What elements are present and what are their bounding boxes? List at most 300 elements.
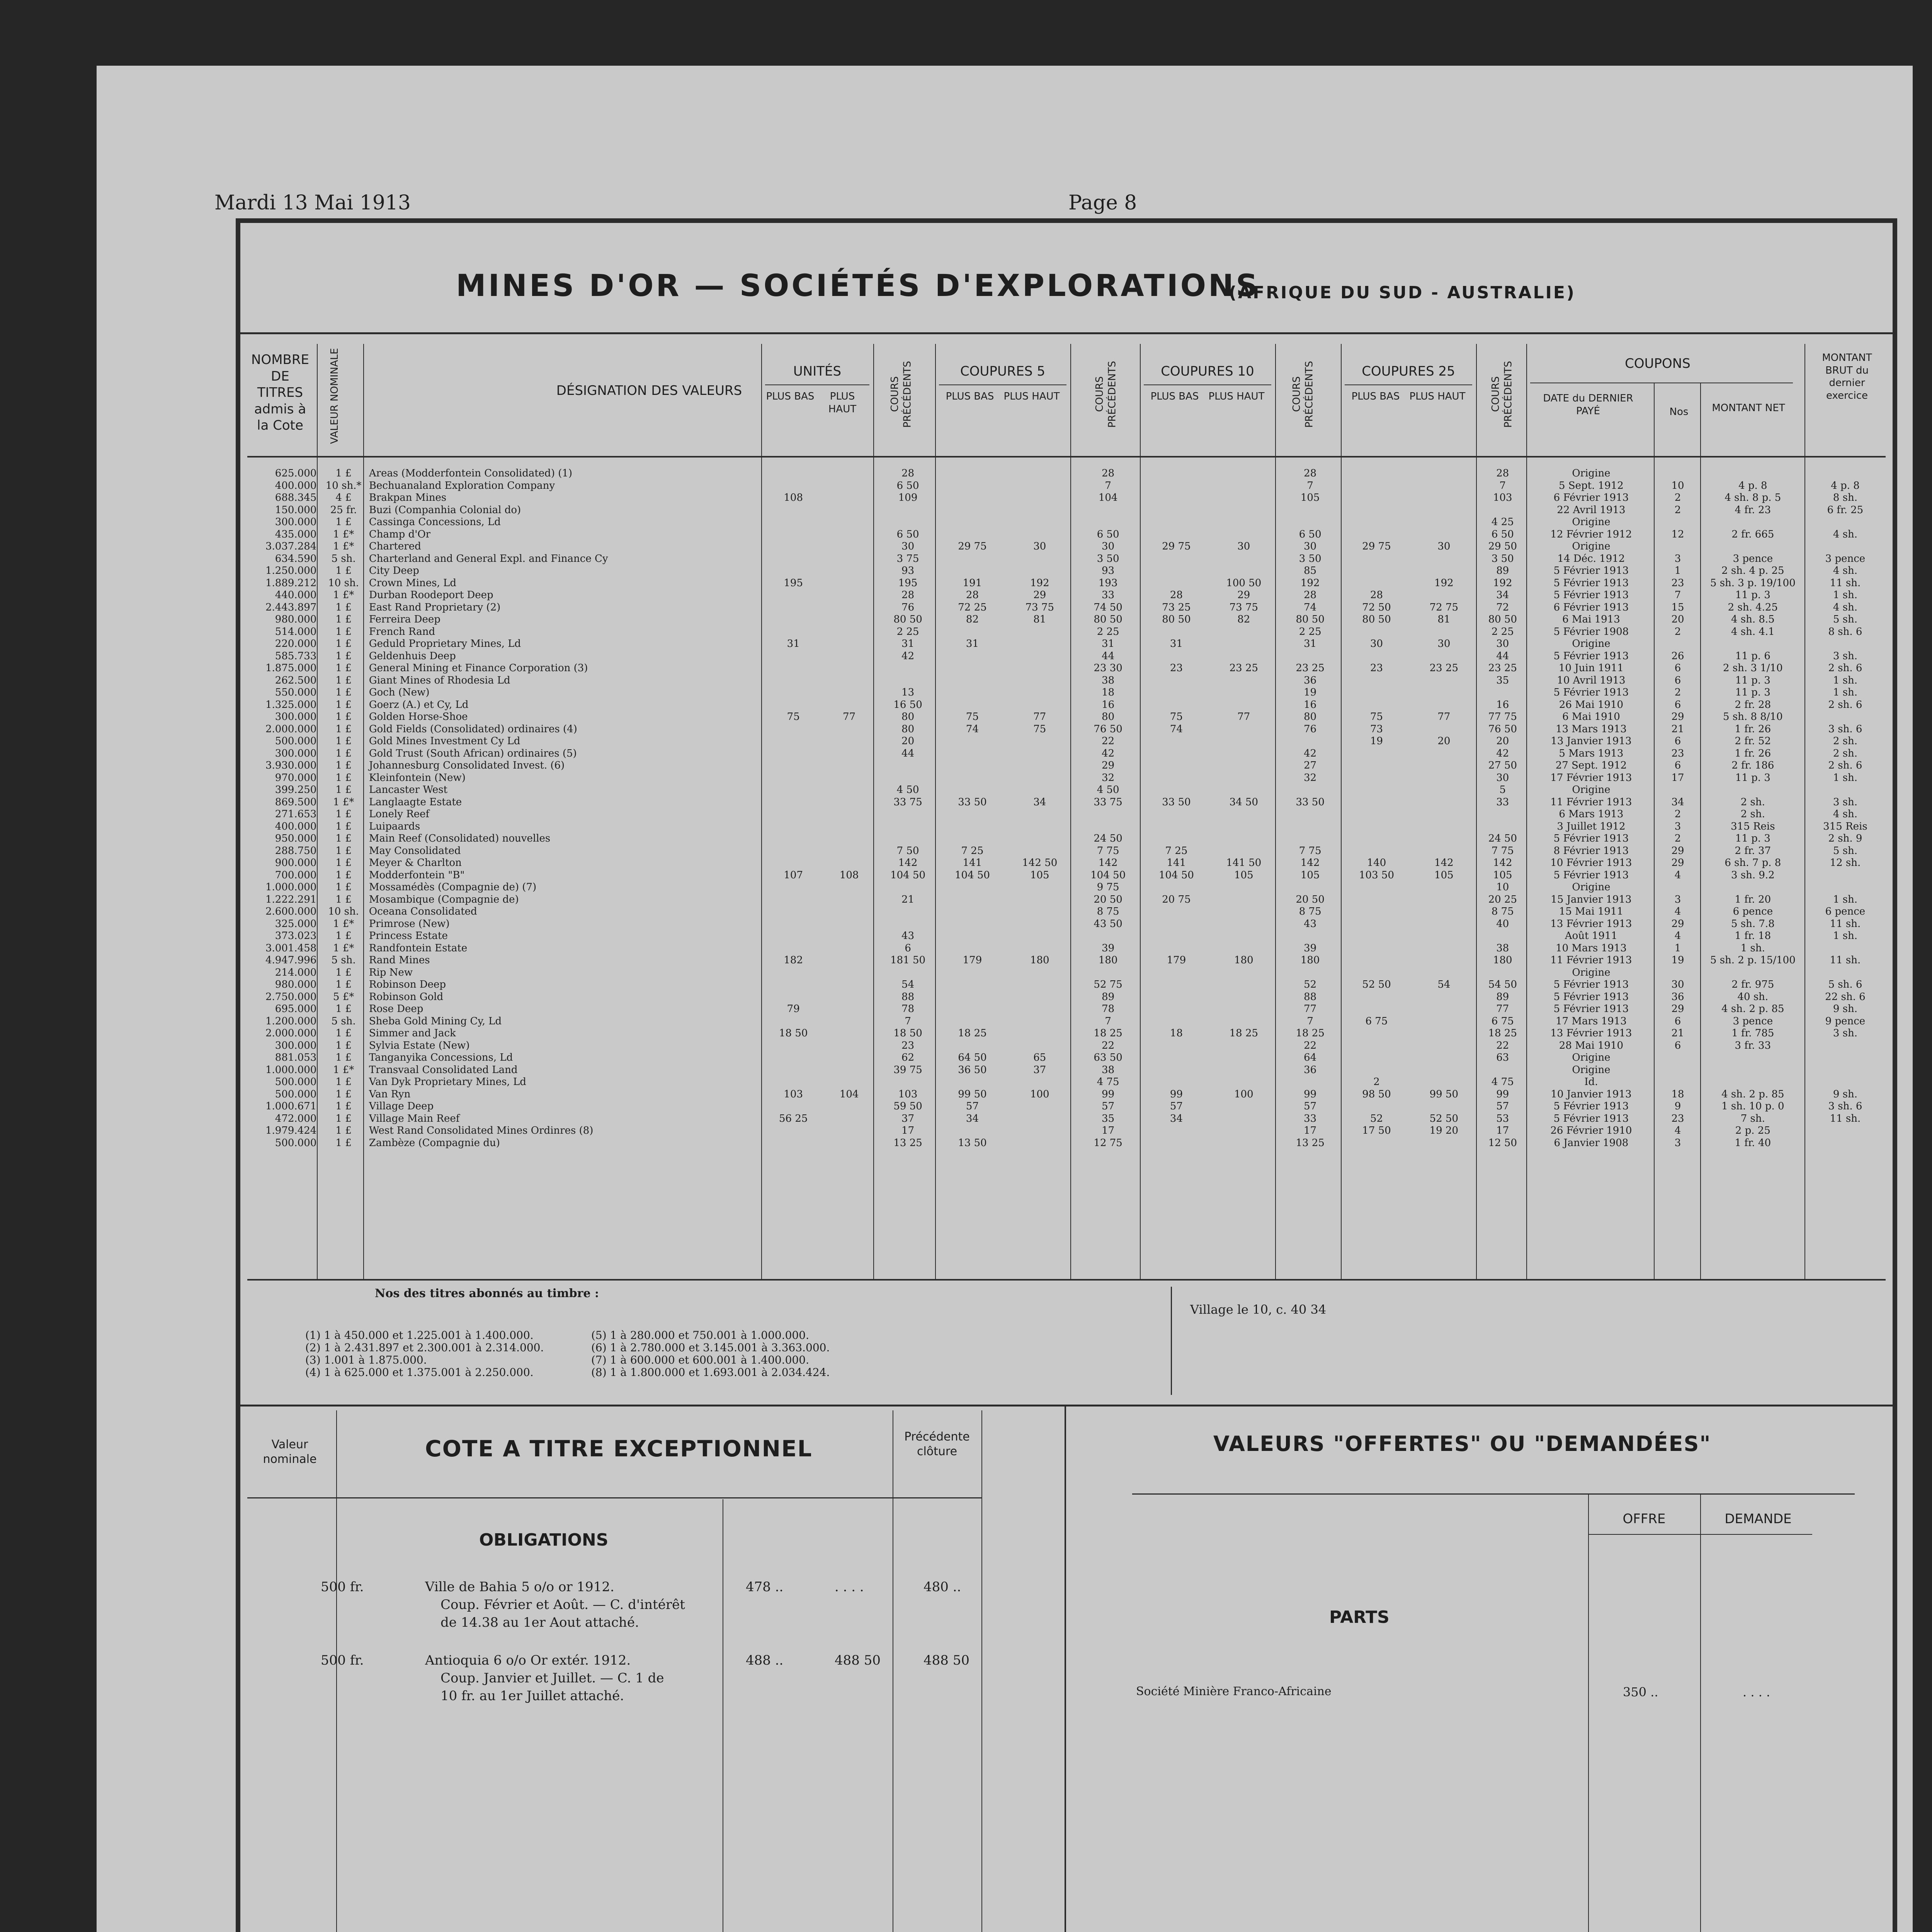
cell-brut: 3 sh. 6: [1828, 1100, 1862, 1112]
cell-date: Origine: [1572, 638, 1611, 650]
cell-name: Lancaster West: [369, 784, 448, 796]
cell-date: Origine: [1572, 541, 1611, 552]
cell-c25p: 20 25: [1488, 893, 1517, 905]
cell-c5p: 4 75: [1097, 1076, 1119, 1088]
cell-c10b: 57: [1170, 1100, 1183, 1112]
cell-c10h: [1210, 918, 1277, 930]
cell-c5p: 16: [1102, 699, 1115, 711]
cell-c25p: 63: [1496, 1052, 1509, 1063]
cell-c10b: [1143, 784, 1210, 796]
cell-c25b: 103 50: [1359, 869, 1394, 881]
cell-no: 4: [1674, 869, 1681, 881]
header-unites: UNITÉS: [793, 364, 842, 379]
cell-uh: 77: [843, 711, 856, 723]
header-valeur: VALEUR NOMINALE: [329, 348, 340, 444]
table-row: [247, 1064, 1886, 1077]
cell-net: [1701, 784, 1805, 796]
cell-name: Van Dyk Proprietary Mines, Ld: [369, 1076, 526, 1088]
cell-c5p: 89: [1102, 991, 1115, 1003]
cell-c25h: 81: [1437, 614, 1451, 625]
cell-uh: [821, 577, 877, 590]
cell-net: 4 sh. 8 p. 5: [1725, 492, 1781, 503]
cell-c10h: 73 75: [1229, 601, 1259, 613]
cell-c25p: 40: [1496, 918, 1509, 930]
cell-name: Main Reef (Consolidated) nouvelles: [369, 833, 551, 844]
cell-date: 6 Mai 1910: [1562, 711, 1620, 723]
cell-c25p: 7 75: [1491, 845, 1514, 857]
cell-v: 1 £*: [333, 942, 354, 954]
cell-v: 1 £: [335, 784, 352, 796]
cell-c10b: 29 75: [1162, 541, 1191, 552]
cell-c10p: [1277, 881, 1343, 894]
cell-c5h: [1006, 1027, 1073, 1040]
cell-no: [1655, 541, 1701, 553]
cell-c10h: [1210, 687, 1277, 699]
cell-c5h: [1006, 516, 1073, 529]
cell-date: 17 Février 1913: [1550, 772, 1632, 784]
cell-ub: [765, 906, 821, 918]
cell-c5p: 4 50: [1097, 784, 1119, 796]
table-row: [247, 553, 1886, 565]
cell-no: 12: [1671, 528, 1684, 540]
cell-c25h: [1410, 796, 1478, 809]
cell-c10p: 33 50: [1296, 796, 1325, 808]
cell-c5p: 180: [1098, 954, 1118, 966]
cell-c10p: 19: [1304, 687, 1317, 698]
cell-ub: [765, 589, 821, 602]
frame-top-rule: [236, 218, 1897, 223]
cell-c25b: 29 75: [1362, 541, 1391, 552]
cell-c10h: [1210, 699, 1277, 711]
cell-net: 40 sh.: [1737, 991, 1769, 1003]
cell-c5p: 22: [1102, 735, 1115, 747]
cell-net: 2 fr. 52: [1735, 735, 1771, 747]
cell-uh: [821, 602, 877, 614]
cell-c5p: 78: [1102, 1003, 1115, 1015]
cell-n: 980.000: [275, 614, 317, 625]
cell-name: Goerz (A.) et Cy, Ld: [369, 699, 469, 711]
cell-c25b: [1343, 784, 1410, 796]
cell-name: Areas (Modderfontein Consolidated) (1): [369, 468, 573, 479]
cell-c10h: [1210, 675, 1277, 687]
cell-no: 26: [1671, 650, 1684, 662]
cell-uh: [821, 1040, 877, 1052]
cell-net: 2 fr. 186: [1731, 760, 1774, 771]
cell-cp: 195: [898, 577, 918, 589]
cell-c25h: [1410, 991, 1478, 1003]
footnotes-divider: [1171, 1287, 1172, 1395]
cell-c10h: [1210, 760, 1277, 772]
cell-cp: [877, 662, 939, 675]
c25-underline: [1345, 384, 1472, 385]
cell-c5b: [939, 906, 1006, 918]
cell-c10b: [1143, 967, 1210, 979]
cell-c25b: [1343, 906, 1410, 918]
cell-no: 7: [1674, 589, 1681, 601]
cell-c25p: 4 25: [1491, 516, 1514, 528]
cell-c25b: 2: [1373, 1076, 1380, 1088]
cell-n: 700.000: [275, 869, 317, 881]
cell-c25h: [1410, 480, 1478, 492]
cell-c5b: 18 25: [958, 1027, 987, 1039]
cell-c25p: [1478, 967, 1528, 979]
cell-c25p: [1478, 808, 1528, 821]
cell-c5p: 23 30: [1094, 662, 1122, 674]
cell-brut: 3 sh.: [1833, 650, 1858, 662]
cell-name: Gold Mines Investment Cy Ld: [369, 735, 520, 747]
cell-n: 300.000: [275, 747, 317, 759]
table-row: [247, 529, 1886, 541]
cell-net: 4 sh. 4.1: [1731, 626, 1775, 638]
cell-c25p: 77: [1496, 1003, 1509, 1015]
table-row: [247, 894, 1886, 906]
cell-c25h: [1410, 1100, 1478, 1113]
cell-c5b: 191: [963, 577, 982, 589]
cell-v: 1 £: [335, 650, 352, 662]
cell-v: 1 £: [335, 820, 352, 832]
header-unites-bas: PLUS BAS: [766, 391, 815, 402]
cell-c25h: [1410, 918, 1478, 930]
cell-uh: [821, 881, 877, 894]
cell-date: 5 Février 1913: [1553, 833, 1629, 844]
cell-uh: [821, 650, 877, 663]
cell-n: 688.345: [275, 492, 317, 503]
cell-brut: [1805, 942, 1886, 955]
footnotes-left: [305, 1329, 544, 1379]
cell-c10b: 23: [1170, 662, 1183, 674]
cell-uh: [821, 821, 877, 833]
exc-item1-line1: Ville de Bahia 5 o/o or 1912.: [425, 1579, 614, 1595]
cell-c25p: 44: [1496, 650, 1509, 662]
cell-c10p: 7: [1307, 480, 1313, 492]
cell-net: 1 fr. 26: [1735, 747, 1771, 759]
header-date-paye: DATE du DERNIER PAYÉ: [1543, 393, 1633, 417]
cell-n: 2.750.000: [265, 991, 317, 1003]
cell-v: 1 £: [335, 881, 352, 893]
cell-c25b: [1343, 1137, 1410, 1150]
cell-c25h: [1410, 589, 1478, 602]
cell-c10h: [1210, 480, 1277, 492]
cell-brut: 5 sh.: [1833, 614, 1858, 625]
cell-c5h: [1006, 784, 1073, 796]
cell-c25p: 3 50: [1491, 553, 1514, 565]
cell-cp: 62: [901, 1052, 915, 1063]
cell-c25h: [1410, 687, 1478, 699]
cell-n: 271.653: [275, 808, 317, 820]
cell-c10h: [1210, 808, 1277, 821]
cell-name: Crown Mines, Ld: [369, 577, 456, 589]
cell-no: 6: [1674, 1015, 1681, 1027]
cell-c5h: 65: [1033, 1052, 1046, 1063]
cell-net: 1 fr. 18: [1735, 930, 1771, 942]
table-row: [247, 1040, 1886, 1052]
cell-c25b: [1343, 675, 1410, 687]
page-number: Page 8: [1068, 191, 1137, 214]
cell-c5b: 33 50: [958, 796, 987, 808]
cell-c5b: [939, 760, 1006, 772]
cell-brut: 12 sh.: [1830, 857, 1861, 869]
cell-c5p: 32: [1102, 772, 1115, 784]
cell-c5h: [1006, 735, 1073, 748]
cell-cp: 109: [898, 492, 918, 503]
cell-c10p: 80 50: [1296, 614, 1325, 625]
cell-name: Meyer & Charlton: [369, 857, 462, 869]
cell-c5p: 104 50: [1090, 869, 1126, 881]
cell-c5p: 38: [1102, 1064, 1115, 1076]
cell-date: 28 Mai 1910: [1559, 1039, 1624, 1051]
cell-net: 3 sh. 9.2: [1731, 869, 1775, 881]
cell-net: 2 sh. 4.25: [1728, 601, 1778, 613]
cell-net: [1701, 638, 1805, 650]
cell-c10h: [1210, 1003, 1277, 1015]
cell-no: 6: [1674, 760, 1681, 771]
cell-uh: [821, 1064, 877, 1077]
cell-net: 5 sh. 2 p. 15/100: [1710, 954, 1796, 966]
cell-c10h: [1210, 1076, 1277, 1088]
cell-c10p: 32: [1304, 772, 1317, 784]
cell-c25b: 17 50: [1362, 1125, 1391, 1136]
cell-no: 34: [1671, 796, 1684, 808]
cell-c10p: [1277, 784, 1343, 796]
cell-no: 3: [1674, 893, 1681, 905]
cell-cp: 31: [901, 638, 915, 650]
cell-cp: 4 50: [896, 784, 919, 796]
cell-no: 29: [1671, 918, 1684, 930]
cell-n: 3.037.284: [265, 541, 317, 552]
cell-c10h: [1210, 565, 1277, 577]
cell-c10h: [1210, 772, 1277, 784]
cell-ub: [765, 723, 821, 736]
cell-c5b: [939, 748, 1006, 760]
cell-c10h: [1210, 894, 1277, 906]
cell-ub: [765, 845, 821, 857]
cell-uh: [821, 784, 877, 796]
table-row: [247, 942, 1886, 955]
cell-name: Champ d'Or: [369, 528, 431, 540]
cell-n: 400.000: [275, 480, 317, 492]
cell-c25p: 89: [1496, 991, 1509, 1003]
table-row: [247, 1137, 1886, 1150]
cell-uh: [821, 565, 877, 577]
footnote-3: (3) 1.001 à 1.875.000.: [305, 1354, 427, 1366]
cell-brut: 9 pence: [1825, 1015, 1866, 1027]
cell-n: 950.000: [275, 833, 317, 844]
cell-n: 1.875.000: [265, 662, 317, 674]
cell-c5p: [1073, 516, 1143, 529]
cell-n: 300.000: [275, 1039, 317, 1051]
cell-c25h: [1410, 894, 1478, 906]
table-row: [247, 845, 1886, 857]
cell-c5p: 35: [1102, 1112, 1115, 1124]
footnotes-block: [247, 1287, 1886, 1399]
cell-c25b: 52 50: [1362, 979, 1391, 990]
cell-c25h: [1410, 808, 1478, 821]
cell-n: 3.001.458: [265, 942, 317, 954]
cell-c10b: 179: [1167, 954, 1186, 966]
cell-uh: [821, 796, 877, 809]
cell-c5h: [1006, 553, 1073, 565]
cell-v: 1 £: [335, 869, 352, 881]
cell-c10h: 141 50: [1226, 857, 1262, 869]
cell-net: 11 p. 3: [1735, 772, 1770, 784]
cell-uh: [821, 942, 877, 955]
cell-net: 1 sh.: [1740, 942, 1765, 954]
cell-date: 6 Février 1913: [1553, 601, 1629, 613]
cell-brut: [1805, 1040, 1886, 1052]
cell-c10b: 74: [1170, 723, 1183, 735]
cell-c5p: 8 75: [1097, 906, 1119, 917]
cell-c5b: [939, 1040, 1006, 1052]
cell-n: 500.000: [275, 1137, 317, 1149]
cell-brut: 1 sh.: [1833, 930, 1858, 942]
cell-c10p: 74: [1304, 601, 1317, 613]
cell-name: Charterland and General Expl. and Finance Cy: [369, 553, 608, 565]
cell-brut: 11 sh.: [1830, 954, 1861, 966]
cell-c25b: [1343, 760, 1410, 772]
cell-c25b: [1343, 626, 1410, 638]
table-row: [247, 991, 1886, 1003]
header-designation: DÉSIGNATION DES VALEURS: [556, 383, 742, 398]
cell-name: Sheba Gold Mining Cy, Ld: [369, 1015, 502, 1027]
cell-c10b: [1143, 748, 1210, 760]
cell-c5p: 7: [1105, 480, 1111, 492]
cell-c25b: [1343, 480, 1410, 492]
cell-net: 5 sh. 8 8/10: [1723, 711, 1783, 723]
cell-net: 11 p. 3: [1735, 589, 1770, 601]
cell-c25h: 30: [1437, 541, 1451, 552]
cell-c5p: 38: [1102, 674, 1115, 686]
cell-c5b: [939, 516, 1006, 529]
header-cours-prec-3: COURS PRÉCÉDENTS: [1291, 361, 1315, 428]
cell-c10p: [1277, 735, 1343, 748]
cell-brut: 1 sh.: [1833, 893, 1858, 905]
cell-c5h: [1006, 1137, 1073, 1150]
cell-net: [1701, 541, 1805, 553]
cell-c5h: [1006, 845, 1073, 857]
cell-name: Primrose (New): [369, 918, 450, 930]
cell-c10p: 7 75: [1299, 845, 1321, 857]
cell-c25h: 72 75: [1429, 601, 1459, 613]
cell-c25h: [1410, 1003, 1478, 1015]
cell-net: 4 sh. 2 p. 85: [1721, 1003, 1784, 1015]
cell-ub: [765, 480, 821, 492]
cell-c25h: [1410, 942, 1478, 955]
cell-date: 5 Février 1913: [1553, 991, 1629, 1003]
cell-c5p: 193: [1098, 577, 1118, 589]
cell-no: 6: [1674, 662, 1681, 674]
cell-c10b: 34: [1170, 1112, 1183, 1124]
table-row: [247, 967, 1886, 979]
cell-c10b: [1143, 1125, 1210, 1137]
table-row: [247, 869, 1886, 882]
cell-name: Transvaal Consolidated Land: [369, 1064, 518, 1076]
cell-ub: [765, 1052, 821, 1064]
cell-cp: 28: [901, 468, 915, 479]
table-row: [247, 954, 1886, 967]
table-row: [247, 979, 1886, 991]
cell-c10p: 28: [1304, 589, 1317, 601]
cell-c5b: [939, 492, 1006, 504]
cell-ub: [765, 541, 821, 553]
cell-c10b: [1143, 626, 1210, 638]
cell-uh: [821, 589, 877, 602]
cell-c25b: [1343, 821, 1410, 833]
cell-no: 6: [1674, 735, 1681, 747]
cell-date: Id.: [1584, 1076, 1598, 1088]
cell-net: 1 fr. 785: [1731, 1027, 1774, 1039]
unites-underline: [765, 384, 869, 385]
cell-no: [1655, 1064, 1701, 1077]
cell-net: 5 sh. 7.8: [1731, 918, 1775, 930]
cell-c5h: 142 50: [1022, 857, 1058, 869]
cell-brut: 2 sh. 6: [1828, 662, 1862, 674]
cell-no: 6: [1674, 1039, 1681, 1051]
cell-c10b: [1143, 979, 1210, 991]
cell-cp: 43: [901, 930, 915, 942]
cell-name: Kleinfontein (New): [369, 772, 466, 784]
cell-uh: [821, 468, 877, 480]
cell-net: [1701, 1052, 1805, 1064]
cell-ub: [765, 930, 821, 942]
table-row: [247, 760, 1886, 772]
cell-c25b: 98 50: [1362, 1088, 1391, 1100]
cell-n: 1.000.671: [265, 1100, 317, 1112]
table-row: [247, 784, 1886, 796]
cell-c10b: [1143, 1003, 1210, 1015]
cell-c25p: 28: [1496, 468, 1509, 479]
cell-c10h: [1210, 748, 1277, 760]
cell-c5b: 75: [966, 711, 979, 723]
cell-c10p: [1277, 504, 1343, 517]
cell-date: 5 Février 1913: [1553, 589, 1629, 601]
cell-no: 9: [1674, 1100, 1681, 1112]
cell-c5p: 24 50: [1094, 833, 1122, 844]
cell-c10h: [1210, 553, 1277, 565]
cell-c10b: [1143, 881, 1210, 894]
cell-c25p: 17: [1496, 1125, 1509, 1136]
cell-c25b: 75: [1370, 711, 1383, 723]
cell-c10b: [1143, 504, 1210, 517]
cell-c10h: [1210, 1100, 1277, 1113]
cell-uh: [821, 626, 877, 638]
cell-c5h: [1006, 918, 1073, 930]
table-row: [247, 821, 1886, 833]
cell-name: Gold Trust (South African) ordinaires (5): [369, 747, 577, 759]
cell-name: Rip New: [369, 966, 413, 978]
cell-c10p: 64: [1304, 1052, 1317, 1063]
cell-c5b: [939, 504, 1006, 517]
cell-c5p: 6 50: [1097, 528, 1119, 540]
cell-no: 29: [1671, 857, 1684, 869]
exc-item2-line1: Antioquia 6 o/o Or extér. 1912.: [425, 1653, 631, 1668]
cell-n: 220.000: [275, 638, 317, 650]
cell-c10b: [1143, 760, 1210, 772]
header-montant-net: MONTANT NET: [1712, 402, 1785, 414]
cell-c25p: 72: [1496, 601, 1509, 613]
cell-c10h: [1210, 991, 1277, 1003]
cell-no: 2: [1674, 504, 1681, 516]
cell-net: 1 fr. 40: [1735, 1137, 1771, 1149]
cell-c25p: 23 25: [1488, 662, 1517, 674]
cell-v: 10 sh.*: [325, 480, 362, 492]
cell-no: 6: [1674, 674, 1681, 686]
cell-c25h: 30: [1437, 638, 1451, 650]
cell-net: 2 p. 25: [1735, 1125, 1770, 1136]
cell-ub: [765, 991, 821, 1003]
cell-c10p: [1277, 821, 1343, 833]
cell-name: City Deep: [369, 565, 419, 577]
cell-c25h: 77: [1437, 711, 1451, 723]
